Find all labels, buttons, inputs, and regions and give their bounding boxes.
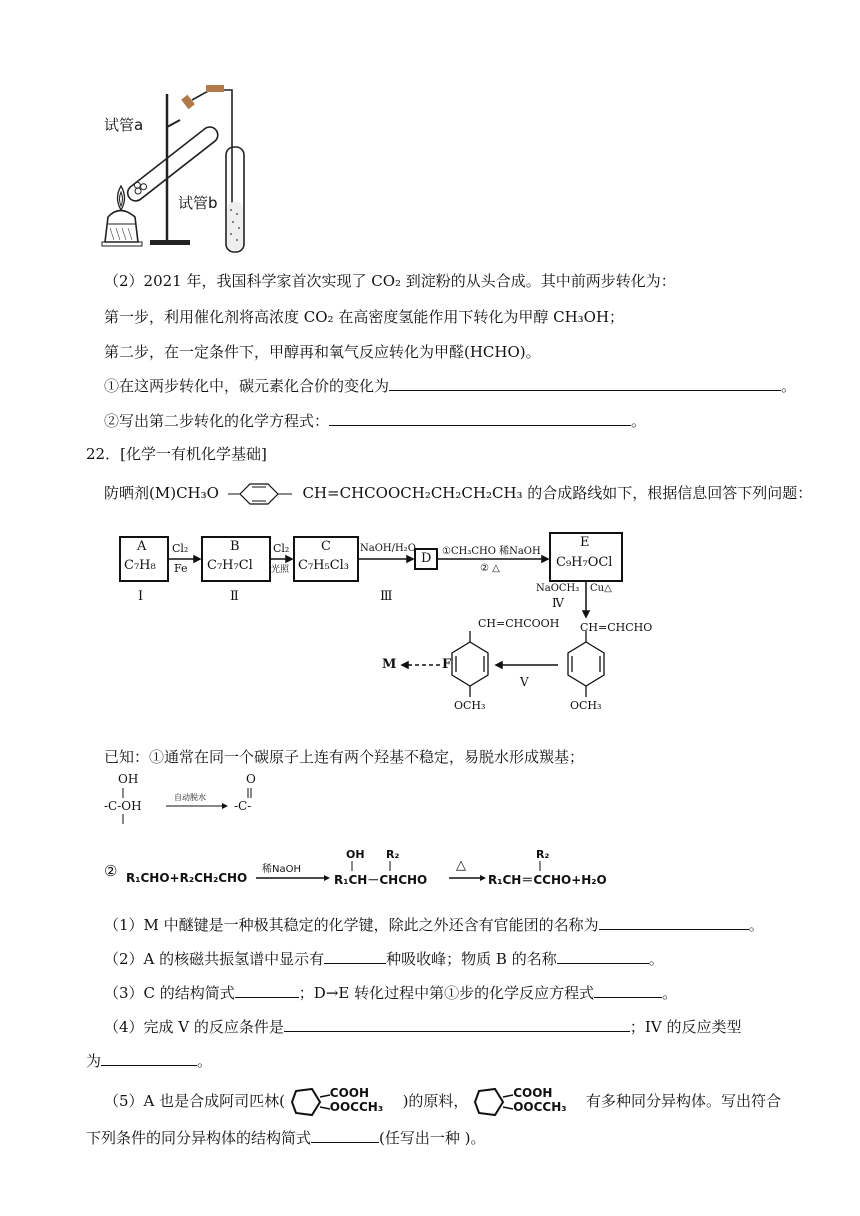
q21-2-sub2-text: ②写出第二步转化的化学方程式：: [104, 412, 330, 430]
q22-2: [104, 948, 664, 969]
step2-bottom: 光照: [271, 565, 290, 575]
q21-2-step2: 第二步，在一定条件下，甲醇再和氧气反应转化为甲醛(HCHO)。: [104, 343, 541, 361]
known-rxn1: [104, 772, 274, 832]
q22-5e-text: (任写出一种 )。: [379, 1129, 486, 1147]
q22-4c-text: 为: [86, 1052, 102, 1070]
stage-I: Ⅰ: [138, 589, 144, 604]
answer-blank[interactable]: [594, 983, 662, 998]
q22-header: 22．[化学一有机化学基础]: [86, 445, 267, 463]
answer-blank[interactable]: [599, 915, 749, 930]
period: 。: [631, 412, 647, 430]
rxn1-right: -C-: [234, 799, 252, 813]
known-1: 已知：①通常在同一个碳原子上连有两个羟基不稳定，易脱水形成羰基；: [104, 748, 585, 766]
benzene-ring-icon: [473, 1087, 517, 1117]
benzene-ring-icon: [290, 1087, 334, 1117]
rxn2-mid: R₁CH－CHCHO: [334, 873, 428, 887]
q22-5b-text: )的原料，: [402, 1092, 469, 1110]
rxn2-prod-r2: R₂: [536, 848, 550, 861]
q22-5: [104, 1087, 781, 1117]
q22-2a-text: （2）A 的核磁共振氢谱中显示有: [104, 950, 325, 968]
step1-top: Cl₂: [172, 542, 189, 555]
rxn2-arrow2: △: [456, 858, 466, 873]
step4-top: ①CH₃CHO 稀NaOH: [442, 546, 541, 557]
stage-III: Ⅲ: [380, 589, 393, 604]
period: 。: [648, 950, 664, 968]
answer-blank[interactable]: [235, 983, 299, 998]
known-rxn2: [104, 846, 624, 892]
E-name: E: [580, 535, 590, 550]
rxn2-circle: ②: [104, 862, 118, 880]
step1-bottom: Fe: [174, 562, 188, 575]
och3-right: OCH₃: [570, 699, 602, 712]
D-name: D: [421, 551, 432, 566]
E-formula: C₉H₇OCl: [556, 555, 613, 570]
q21-2-sub1: [104, 375, 796, 396]
rxn1-o: O: [246, 772, 256, 786]
rxn2-arrow1: 稀NaOH: [262, 864, 301, 875]
benzene-ring-icon: [228, 481, 294, 507]
q21-2-sub2: [104, 410, 646, 431]
step4-bottom: ② △: [480, 563, 500, 574]
apparatus-figure: [100, 82, 260, 257]
aspirin-structure-2: [473, 1087, 581, 1117]
answer-blank[interactable]: [284, 1017, 630, 1032]
q22-intro: [104, 481, 812, 507]
step3-top: NaOH/H₂O: [360, 543, 416, 554]
q22-4a-text: （4）完成 V 的反应条件是: [104, 1018, 284, 1036]
q22-3b-text: ；D→E 转化过程中第①步的化学反应方程式: [298, 984, 595, 1002]
aspirin-oocch3: OOCCH₃: [513, 1100, 567, 1114]
A-formula: C₇H₈: [124, 558, 156, 573]
step2-top: Cl₂: [273, 542, 290, 555]
answer-blank[interactable]: [329, 411, 631, 426]
q22-4b-text: ；IV 的反应类型: [629, 1018, 742, 1036]
aspirin-cooh: COOH: [513, 1086, 553, 1100]
C-formula: C₇H₅Cl₃: [298, 558, 350, 573]
answer-blank[interactable]: [324, 949, 386, 964]
och3-left: OCH₃: [454, 699, 486, 712]
q22-5-cont: [86, 1127, 486, 1148]
C-name: C: [321, 539, 331, 554]
rxn2-mid-r2: R₂: [386, 848, 400, 861]
A-name: A: [137, 539, 147, 554]
q22-5c-text: 有多种同分异构体。写出符合: [585, 1092, 781, 1110]
period: 。: [781, 377, 797, 395]
stage-V: Ⅴ: [520, 675, 529, 689]
tube-a-label: 试管a: [104, 116, 144, 134]
period: 。: [197, 1052, 213, 1070]
answer-blank[interactable]: [557, 949, 649, 964]
rxn2-arrows: [104, 846, 624, 892]
stage-II: Ⅱ: [230, 589, 239, 604]
q22-4-cont: [86, 1050, 212, 1071]
rxn1-left: -C-OH: [104, 799, 142, 813]
q22-4: [104, 1016, 741, 1037]
q22-3: [104, 982, 677, 1003]
answer-blank[interactable]: [389, 376, 781, 391]
B-name: B: [230, 539, 240, 554]
E-down-left: NaOCH₃: [536, 583, 580, 594]
q22-intro-left: 防晒剂(M)CH₃O: [104, 484, 219, 502]
q22-2b-text: 种吸收峰；物质 B 的名称: [386, 950, 557, 968]
q21-2-step1: 第一步，利用催化剂将高浓度 CO₂ 在高密度氢能作用下转化为甲醇 CH₃OH；: [104, 308, 625, 326]
q22-5a-text: （5）A 也是合成阿司匹林(: [104, 1092, 285, 1110]
period: 。: [748, 916, 764, 934]
q22-1: [104, 914, 764, 935]
rxn2-reactants: R₁CHO+R₂CH₂CHO: [126, 871, 248, 885]
aspirin-structure-1: [290, 1087, 398, 1117]
q22-3a-text: （3）C 的结构简式: [104, 984, 235, 1002]
rxn2-mid-oh: OH: [346, 848, 365, 861]
rxn1-oh: OH: [118, 772, 139, 786]
E-down-right: Cu△: [590, 583, 612, 594]
rxn1-arrow: 自动脱水: [174, 793, 206, 802]
q22-1-text: （1）M 中醚键是一种极其稳定的化学键，除此之外还含有官能团的名称为: [104, 916, 599, 934]
acid-top-label: CH=CHCOOH: [478, 617, 560, 630]
apparatus-drawing: [100, 82, 260, 257]
aldehyde-top-label: CH=CHCHO: [580, 621, 653, 634]
aspirin-oocch3: OOCCH₃: [329, 1100, 384, 1114]
q21-2-intro: （2）2021 年，我国科学家首次实现了 CO₂ 到淀粉的从头合成。其中前两步转化为：: [104, 272, 676, 290]
stage-IV: Ⅳ: [552, 596, 564, 610]
F-label: F: [442, 657, 452, 672]
answer-blank[interactable]: [311, 1128, 379, 1143]
B-formula: C₇H₇Cl: [207, 558, 253, 573]
q21-2-sub1-text: ①在这两步转化中，碳元素化合价的变化为: [104, 377, 390, 395]
q22-5d-text: 下列条件的同分异构体的结构简式: [86, 1129, 312, 1147]
q22-intro-right: CH=CHCOOCH₂CH₂CH₂CH₃ 的合成路线如下，根据信息回答下列问题：: [302, 484, 813, 502]
period: 。: [662, 984, 678, 1002]
tube-b-label: 试管b: [178, 194, 218, 212]
synthesis-scheme: [110, 525, 670, 725]
answer-blank[interactable]: [101, 1051, 197, 1066]
M-label: M: [382, 657, 397, 672]
aspirin-cooh: COOH: [329, 1086, 370, 1100]
rxn2-product: R₁CH＝CCHO+H₂O: [488, 873, 607, 887]
